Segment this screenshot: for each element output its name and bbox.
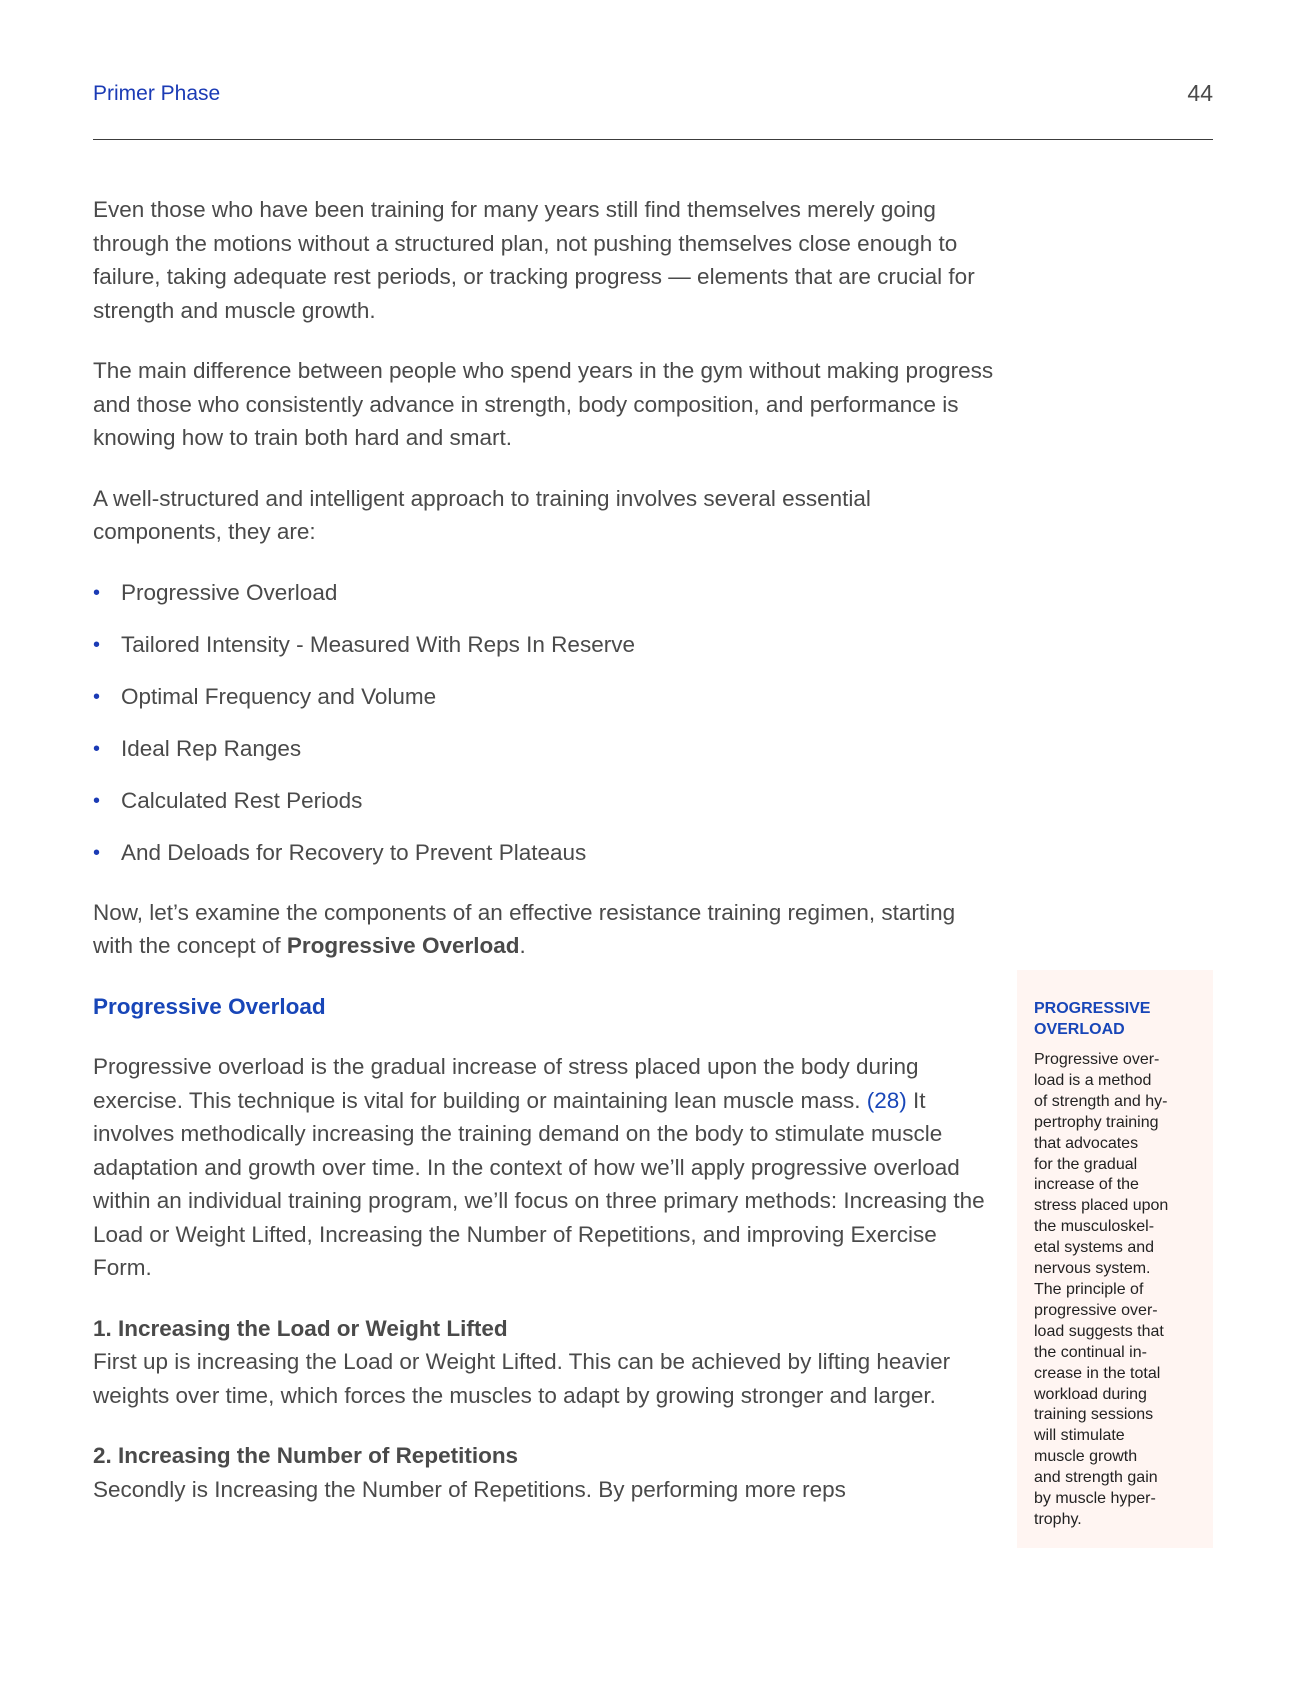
list-item	[93, 836, 998, 870]
components-list	[93, 576, 998, 870]
sidebar-line: for the gradual	[1034, 1155, 1138, 1173]
sidebar-line: progressive over-	[1034, 1301, 1158, 1319]
sidebar-line: Progressive over-	[1034, 1051, 1160, 1068]
sidebar-title	[1034, 998, 1199, 1040]
sidebar-line: and strength gain	[1034, 1469, 1158, 1487]
list-item	[93, 732, 998, 766]
bullet-icon: •	[93, 789, 101, 812]
sidebar-line: load suggests that	[1034, 1322, 1164, 1340]
sidebar-line: training sessions	[1034, 1406, 1154, 1424]
list-item-text: Tailored Intensity - Measured With Reps In Reserve	[121, 631, 635, 657]
list-item-text: Calculated Rest Periods	[121, 787, 363, 813]
sidebar-title-line: PROGRESSIVE	[1034, 1000, 1151, 1017]
list-item-text: Progressive Overload	[121, 579, 338, 605]
sidebar-line: The principle of	[1034, 1280, 1144, 1298]
sidebar-line: workload during	[1034, 1385, 1147, 1403]
bullet-icon: •	[93, 737, 101, 760]
citation-link[interactable]: (28)	[866, 1087, 907, 1113]
sidebar-line: load is a method	[1034, 1071, 1152, 1089]
sidebar-title-line: OVERLOAD	[1034, 1021, 1125, 1038]
sidebar-line: nervous system.	[1034, 1260, 1151, 1278]
list-item	[93, 680, 998, 714]
sidebar-line: that advocates	[1034, 1134, 1139, 1152]
list-item	[93, 784, 998, 818]
list-item-text: And Deloads for Recovery to Prevent Plateaus	[121, 839, 587, 865]
method-load	[93, 1312, 998, 1413]
sidebar-line: etal systems and	[1034, 1239, 1155, 1257]
sidebar-line: crease in the total	[1034, 1364, 1161, 1382]
paragraph-transition-text: Now, let’s examine the components of an effective resistance training regimen, starting with the concept of	[93, 899, 956, 958]
paragraph-overload-text-end: It involves methodically increasing the training demand on the body to stimulate muscle adaptation and growth over time. In the context of how we’ll apply progressive overload within an individual training program, we’ll focus on three primary methods: Increasing the Load or Weight Lifted, Increasing the Number of Repetitions, and improving Exercise Form.	[93, 1087, 985, 1280]
sidebar-line: pertrophy training	[1034, 1113, 1159, 1131]
page-header	[93, 78, 1213, 110]
paragraph-components: A well-structured and intelligent approach to training involves several essential components, they are:	[93, 485, 871, 544]
method-reps-heading: 2. Increasing the Number of Repetitions	[93, 1443, 519, 1468]
sidebar-line: the musculoskel-	[1034, 1218, 1155, 1236]
list-item	[93, 576, 998, 610]
list-item-text: Optimal Frequency and Volume	[121, 683, 437, 709]
paragraph-overload-text: Progressive overload is the gradual increase of stress placed upon the body during exercise. This technique is vital for building or maintaining lean muscle mass.	[93, 1054, 919, 1113]
bullet-icon: •	[93, 633, 101, 656]
sidebar-line: increase of the	[1034, 1176, 1139, 1194]
sidebar-line: muscle growth	[1034, 1448, 1138, 1466]
sidebar-line: by muscle hyper-	[1034, 1490, 1156, 1508]
main-content	[93, 193, 998, 1533]
page-number: 44	[1187, 80, 1213, 106]
header-divider	[93, 139, 1213, 140]
section-title: Primer Phase	[93, 82, 221, 105]
list-item	[93, 628, 998, 662]
method-load-heading: 1. Increasing the Load or Weight Lifted	[93, 1315, 508, 1341]
paragraph-overload-definition	[93, 1050, 998, 1285]
method-load-text: First up is increasing the Load or Weight Lifted. This can be achieved by lifting heavier weights over time, which forces the muscles to adapt by growing stronger and larger.	[93, 1349, 951, 1408]
definition-sidebar	[1017, 970, 1213, 1548]
method-reps-text: Secondly is Increasing the Number of Repetitions. By performing more reps	[93, 1476, 846, 1502]
sidebar-body	[1034, 1050, 1199, 1531]
sidebar-line: trophy.	[1034, 1510, 1082, 1528]
subheading-progressive-overload: Progressive Overload	[93, 993, 326, 1019]
paragraph-difference: The main difference between people who spend years in the gym without making progress and those who consistently advance in strength, body composition, and performance is knowing how to train both hard and smart.	[93, 358, 994, 450]
sidebar-line: of strength and hy-	[1034, 1092, 1168, 1110]
bold-term: Progressive Overload	[286, 933, 520, 958]
method-reps	[93, 1439, 998, 1506]
sidebar-line: stress placed upon	[1034, 1197, 1169, 1215]
paragraph-transition-end: .	[519, 933, 526, 958]
bullet-icon: •	[93, 581, 101, 604]
bullet-icon: •	[93, 685, 101, 708]
bullet-icon: •	[93, 841, 101, 864]
list-item-text: Ideal Rep Ranges	[121, 735, 302, 761]
paragraph-transition	[93, 896, 998, 963]
sidebar-line: will stimulate	[1034, 1427, 1125, 1445]
sidebar-line: the continual in-	[1034, 1343, 1147, 1361]
paragraph-intro: Even those who have been training for many years still find themselves merely going through the motions without a structured plan, not pushing themselves close enough to failure, taking adequate rest periods, or tracking progress — elements that are crucial for strength and muscle growth.	[93, 197, 975, 323]
